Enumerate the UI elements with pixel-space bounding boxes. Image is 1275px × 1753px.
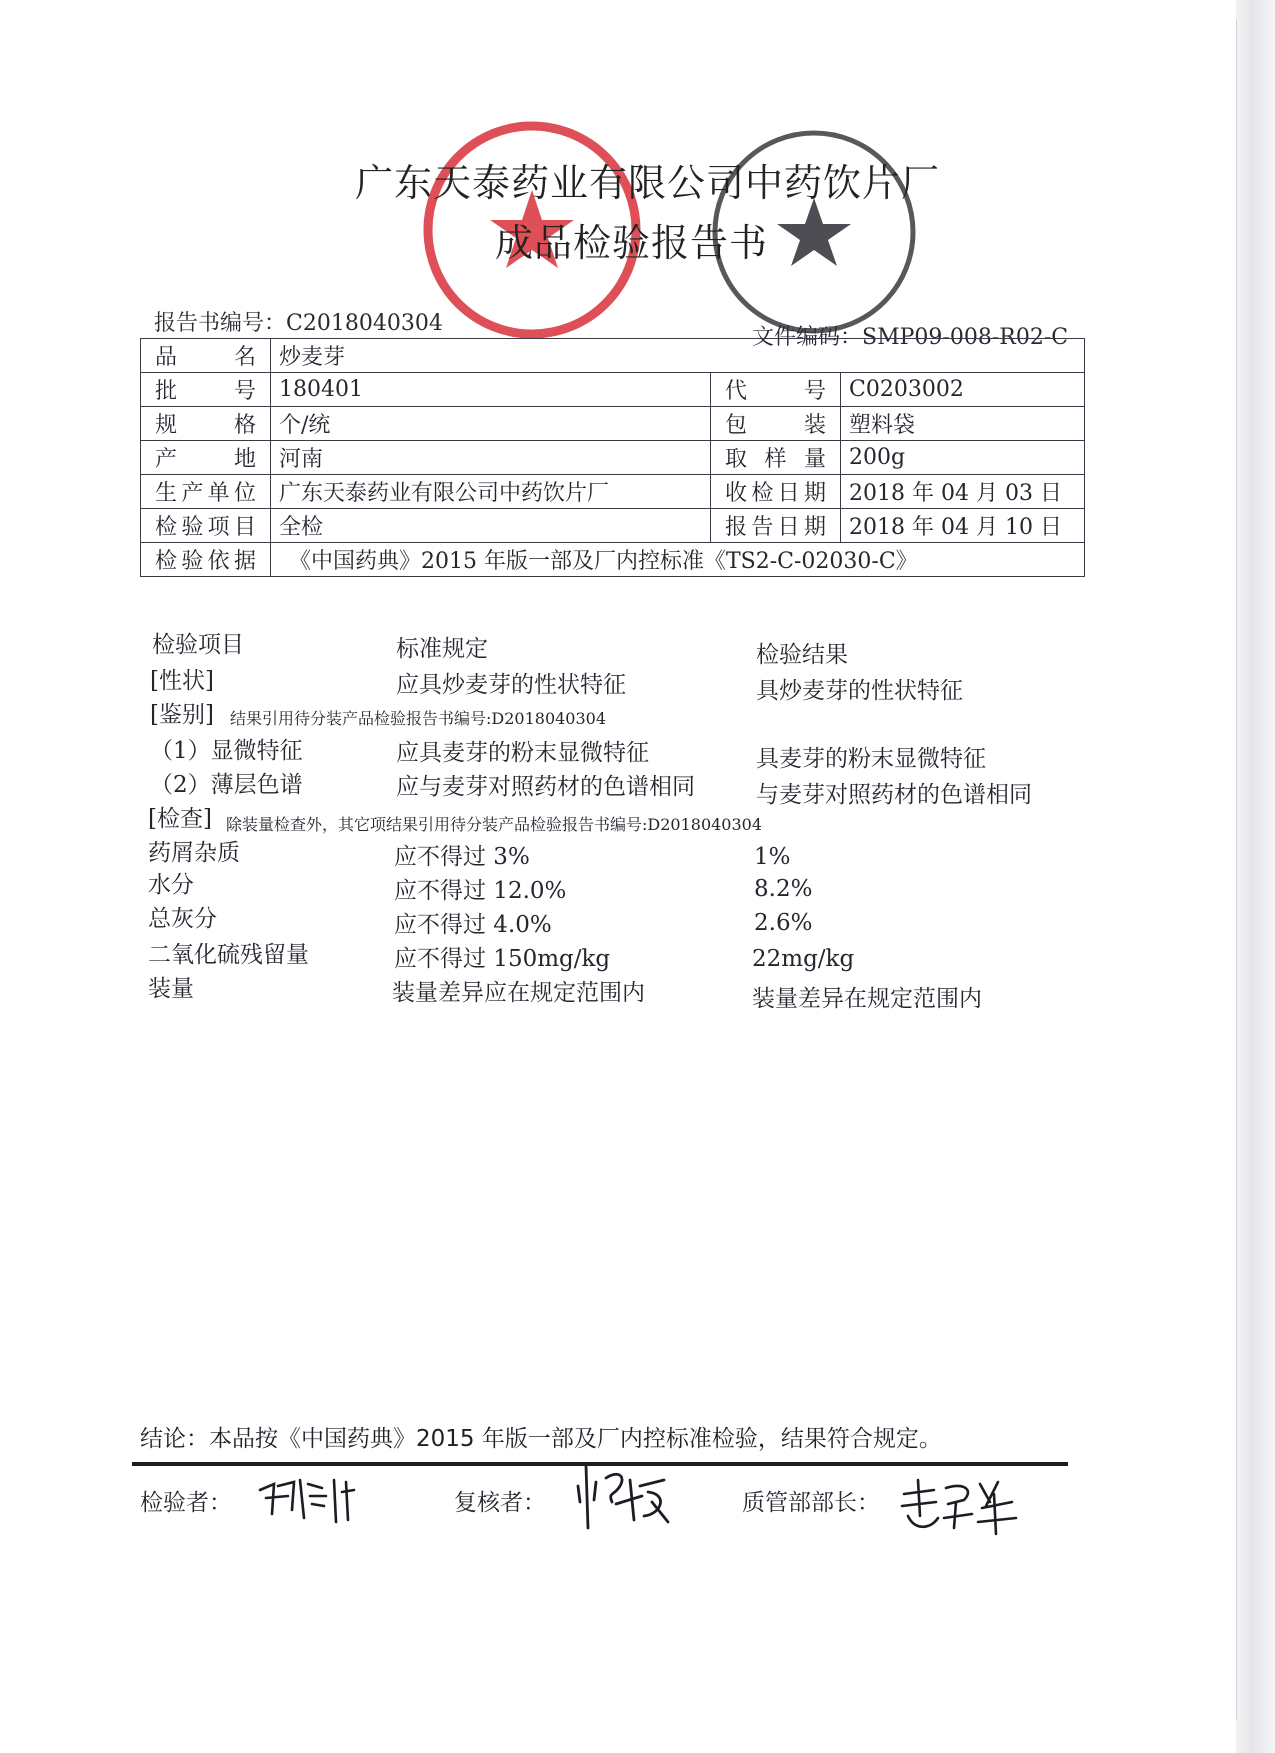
shuifen-result: 8.2% (754, 876, 813, 902)
bocang-result: 与麦芽对照药材的色谱相同 (756, 782, 1032, 808)
qa-head-label: 质管部部长： (742, 1490, 880, 1516)
xingzhuang-item: [性状] (150, 668, 214, 694)
producer-value: 广东天泰药业有限公司中药饮片厂 (271, 475, 711, 509)
package-label: 包装 (711, 407, 841, 441)
page-edge-line (1236, 20, 1237, 1720)
zhuangliang-standard: 装量差异应在规定范围内 (392, 980, 645, 1006)
huifen-item: 总灰分 (148, 906, 217, 932)
conclusion-text: 结论：本品按《中国药典》2015 年版一部及厂内控标准检验，结果符合规定。 (140, 1426, 942, 1452)
so2-item: 二氧化硫残留量 (148, 942, 309, 968)
table-row (141, 339, 1085, 373)
sample-value: 200g (841, 441, 1085, 475)
report-number (154, 306, 443, 337)
results-header-standard: 标准规定 (396, 636, 488, 662)
report-date-value: 2018 年 04 月 10 日 (841, 509, 1085, 543)
zhuangliang-result: 装量差异在规定范围内 (752, 986, 982, 1012)
jianbie-item: [鉴别] (150, 702, 214, 728)
origin-label: 产地 (141, 441, 271, 475)
huifen-result: 2.6% (754, 910, 813, 936)
report-number-label: 报告书编号： (154, 311, 287, 336)
code-value: C0203002 (841, 373, 1085, 407)
reviewer-signature (572, 1456, 682, 1536)
table-row (141, 475, 1085, 509)
jianbie-note: 结果引用待分装产品检验报告书编号:D2018040304 (230, 709, 607, 728)
basis-value: 《中国药典》2015 年版一部及厂内控标准《TS2-C-02030-C》 (271, 543, 1085, 577)
product-name-label: 品名 (141, 339, 271, 373)
xianwei-standard: 应具麦芽的粉末显微特征 (396, 740, 649, 766)
results-header-result: 检验结果 (756, 642, 848, 668)
jiancha-item: [检查] (148, 806, 212, 832)
received-date-value: 2018 年 04 月 03 日 (841, 475, 1085, 509)
report-date-label: 报告日期 (711, 509, 841, 543)
xingzhuang-result: 具炒麦芽的性状特征 (756, 678, 963, 704)
table-row (141, 509, 1085, 543)
yaoxie-result: 1% (754, 844, 791, 870)
xingzhuang-standard: 应具炒麦芽的性状特征 (396, 672, 626, 698)
basis-label: 检验依据 (141, 543, 271, 577)
inspection-items-label: 检验项目 (141, 509, 271, 543)
zhuangliang-item: 装量 (148, 976, 194, 1002)
batch-value: 180401 (271, 373, 711, 407)
bocang-standard: 应与麦芽对照药材的色谱相同 (396, 774, 695, 800)
so2-standard: 应不得过 150mg/kg (394, 946, 611, 972)
package-value: 塑料袋 (841, 407, 1085, 441)
table-row (141, 407, 1085, 441)
spec-value: 个/统 (271, 407, 711, 441)
sample-label: 取样量 (711, 441, 841, 475)
table-row (141, 441, 1085, 475)
received-date-label: 收检日期 (711, 475, 841, 509)
company-title: 广东天泰药业有限公司中药饮片厂 (354, 161, 940, 205)
bocang-item: （2）薄层色谱 (150, 772, 303, 798)
table-row (141, 543, 1085, 577)
huifen-standard: 应不得过 4.0% (394, 912, 552, 938)
table-row (141, 373, 1085, 407)
product-name-value: 炒麦芽 (271, 339, 1085, 373)
file-number-value: SMP09-008-R02-C (862, 325, 1069, 350)
inspector-signature (252, 1470, 362, 1530)
yaoxie-item: 药屑杂质 (148, 840, 240, 866)
inspector-label: 检验者： (140, 1490, 232, 1516)
jiancha-note: 除装量检查外，其它项结果引用待分装产品检验报告书编号:D2018040304 (226, 815, 763, 834)
document-title: 成品检验报告书 (494, 221, 768, 265)
batch-label: 批号 (141, 373, 271, 407)
spec-label: 规格 (141, 407, 271, 441)
shuifen-standard: 应不得过 12.0% (394, 878, 567, 904)
so2-result: 22mg/kg (752, 946, 855, 972)
qa-head-signature (894, 1472, 1024, 1542)
xianwei-result: 具麦芽的粉末显微特征 (756, 746, 986, 772)
reviewer-label: 复核者： (454, 1490, 546, 1516)
producer-label: 生产单位 (141, 475, 271, 509)
results-header-item: 检验项目 (152, 632, 244, 658)
shuifen-item: 水分 (148, 872, 194, 898)
code-label: 代号 (711, 373, 841, 407)
origin-value: 河南 (271, 441, 711, 475)
yaoxie-standard: 应不得过 3% (394, 844, 530, 870)
report-number-value: C2018040304 (286, 311, 443, 336)
file-number-label: 文件编码： (752, 325, 863, 350)
inspection-items-value: 全检 (271, 509, 711, 543)
product-info-table (140, 338, 1085, 577)
xianwei-item: （1）显微特征 (150, 738, 303, 764)
